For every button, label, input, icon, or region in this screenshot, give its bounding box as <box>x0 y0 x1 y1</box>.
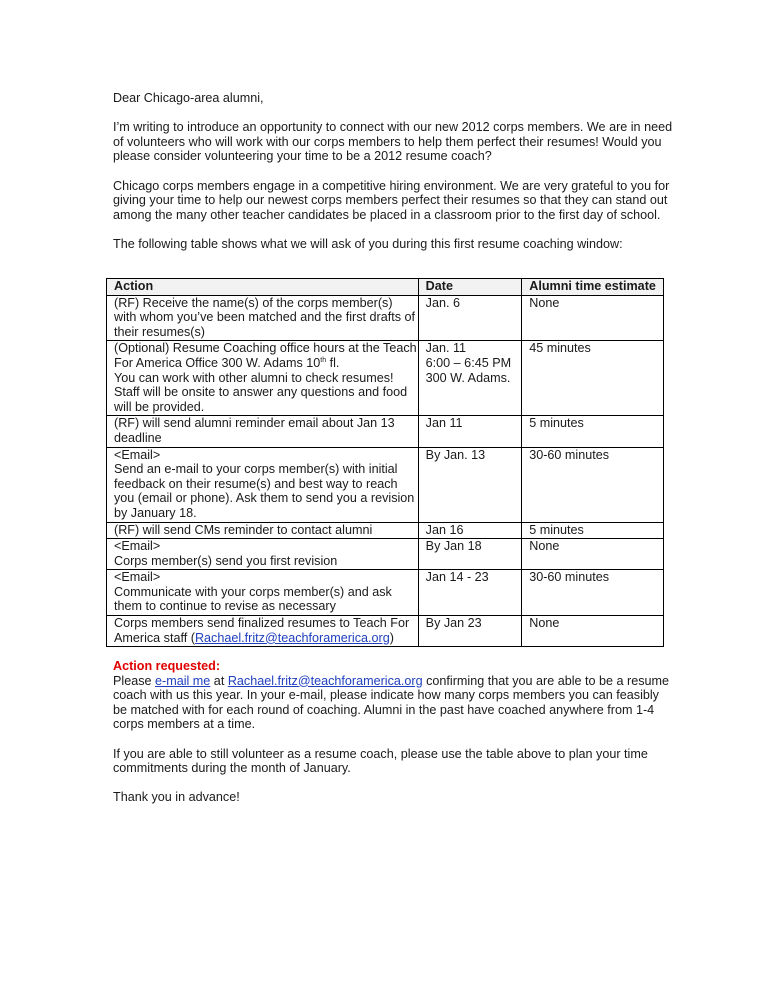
table-row <box>107 447 664 522</box>
staff-email-link[interactable]: Rachael.fritz@teachforamerica.org <box>194 630 390 645</box>
action-cell <box>107 447 419 522</box>
action-text: ) <box>389 630 394 645</box>
action-text: (Optional) Resume Coaching office hours at the Teach For America Office 300 W. Adams 10 <box>114 341 417 370</box>
request-text: confirming that you are able to be a resume coach with us this year. In your e-mail, please indicate how many corps members you can feasibly be matched with for each round of coaching. Alumni in the past have coached anywhere from 1-4 corps members at a time. <box>113 673 670 732</box>
action-text: You can work with other alumni to check resumes! Staff will be onsite to answer any questions and food will be provided. <box>114 370 408 414</box>
action-cell: (RF) will send CMs reminder to contact alumni <box>107 522 419 539</box>
closing-line: Thank you in advance! <box>113 790 240 805</box>
email-tag: <Email> <box>114 539 161 554</box>
table-row <box>107 570 664 616</box>
email-tag: <Email> <box>114 447 161 462</box>
contact-email-link[interactable]: Rachael.fritz@teachforamerica.org <box>227 673 423 688</box>
plan-paragraph: If you are able to still volunteer as a resume coach, please use the table above to plan your time commitments during the month of January. <box>113 746 648 776</box>
time-cell: None <box>522 295 664 341</box>
time-cell: 30-60 minutes <box>522 447 664 522</box>
time-cell: 5 minutes <box>522 416 664 447</box>
action-requested-heading: Action requested: <box>113 659 221 673</box>
table-row <box>107 539 664 570</box>
table-row <box>107 341 664 416</box>
coaching-schedule-table <box>106 278 664 647</box>
date-cell: Jan 11 <box>418 416 522 447</box>
email-tag: <Email> <box>114 570 161 585</box>
intro-paragraph: I’m writing to introduce an opportunity to connect with our new 2012 corps members. We are in need of volunteers who will work with our corps members to help them perfect their resumes! Would you please consider volunteering your time to be a 2012 resume coach? <box>113 120 673 164</box>
date-line: 6:00 – 6:45 PM <box>425 355 512 370</box>
date-cell: Jan 16 <box>418 522 522 539</box>
table-intro-paragraph: The following table shows what we will ask of you during this first resume coaching window: <box>113 236 623 251</box>
salutation: Dear Chicago-area alumni, <box>113 91 264 105</box>
action-cell <box>107 539 419 570</box>
action-text: Communicate with your corps member(s) and ask them to continue to revise as necessary <box>114 584 392 614</box>
action-text: Corps members send finalized resumes to Teach For America staff ( <box>114 616 410 645</box>
header-action: Action <box>107 279 419 296</box>
table-header-row <box>107 279 664 296</box>
letter-body <box>113 91 673 266</box>
action-cell <box>107 616 419 647</box>
ordinal-suffix: th <box>320 356 327 364</box>
email-me-link[interactable]: e-mail me <box>155 673 211 688</box>
header-time-estimate: Alumni time estimate <box>522 279 664 296</box>
date-cell: By Jan 23 <box>418 616 522 647</box>
action-cell: (RF) Receive the name(s) of the corps member(s) with whom you’ve been matched and the first drafts of their resumes(s) <box>107 295 419 341</box>
request-text: at <box>210 673 228 688</box>
date-cell: By Jan 18 <box>418 539 522 570</box>
time-cell: None <box>522 616 664 647</box>
action-cell <box>107 341 419 416</box>
table-row <box>107 295 664 341</box>
context-paragraph: Chicago corps members engage in a competitive hiring environment. We are very grateful to you for giving your time to help our newest corps members perfect their resumes so that they can stand out among the many other teacher candidates be placed in a classroom prior to the first day of school. <box>113 178 670 222</box>
date-cell <box>418 341 522 416</box>
time-cell: 5 minutes <box>522 522 664 539</box>
time-cell: 45 minutes <box>522 341 664 416</box>
date-cell: Jan. 6 <box>418 295 522 341</box>
time-cell: None <box>522 539 664 570</box>
action-request-section <box>113 659 673 820</box>
request-text: Please <box>113 673 156 688</box>
table-row <box>107 616 664 647</box>
date-cell: By Jan. 13 <box>418 447 522 522</box>
table-row <box>107 522 664 539</box>
action-text: Corps member(s) send you first revision <box>114 553 338 568</box>
action-text: fl. <box>326 355 340 370</box>
action-cell <box>107 570 419 616</box>
header-date: Date <box>418 279 522 296</box>
date-line: 300 W. Adams. <box>425 370 511 385</box>
time-cell: 30-60 minutes <box>522 570 664 616</box>
action-text: Send an e-mail to your corps member(s) with initial feedback on their resume(s) and best way to reach you (email or phone). Ask them to send you a revision by January 18. <box>114 462 415 520</box>
date-line: Jan. 11 <box>425 341 467 356</box>
table-row <box>107 416 664 447</box>
request-paragraph <box>113 674 673 732</box>
date-cell: Jan 14 - 23 <box>418 570 522 616</box>
action-cell: (RF) will send alumni reminder email about Jan 13 deadline <box>107 416 419 447</box>
